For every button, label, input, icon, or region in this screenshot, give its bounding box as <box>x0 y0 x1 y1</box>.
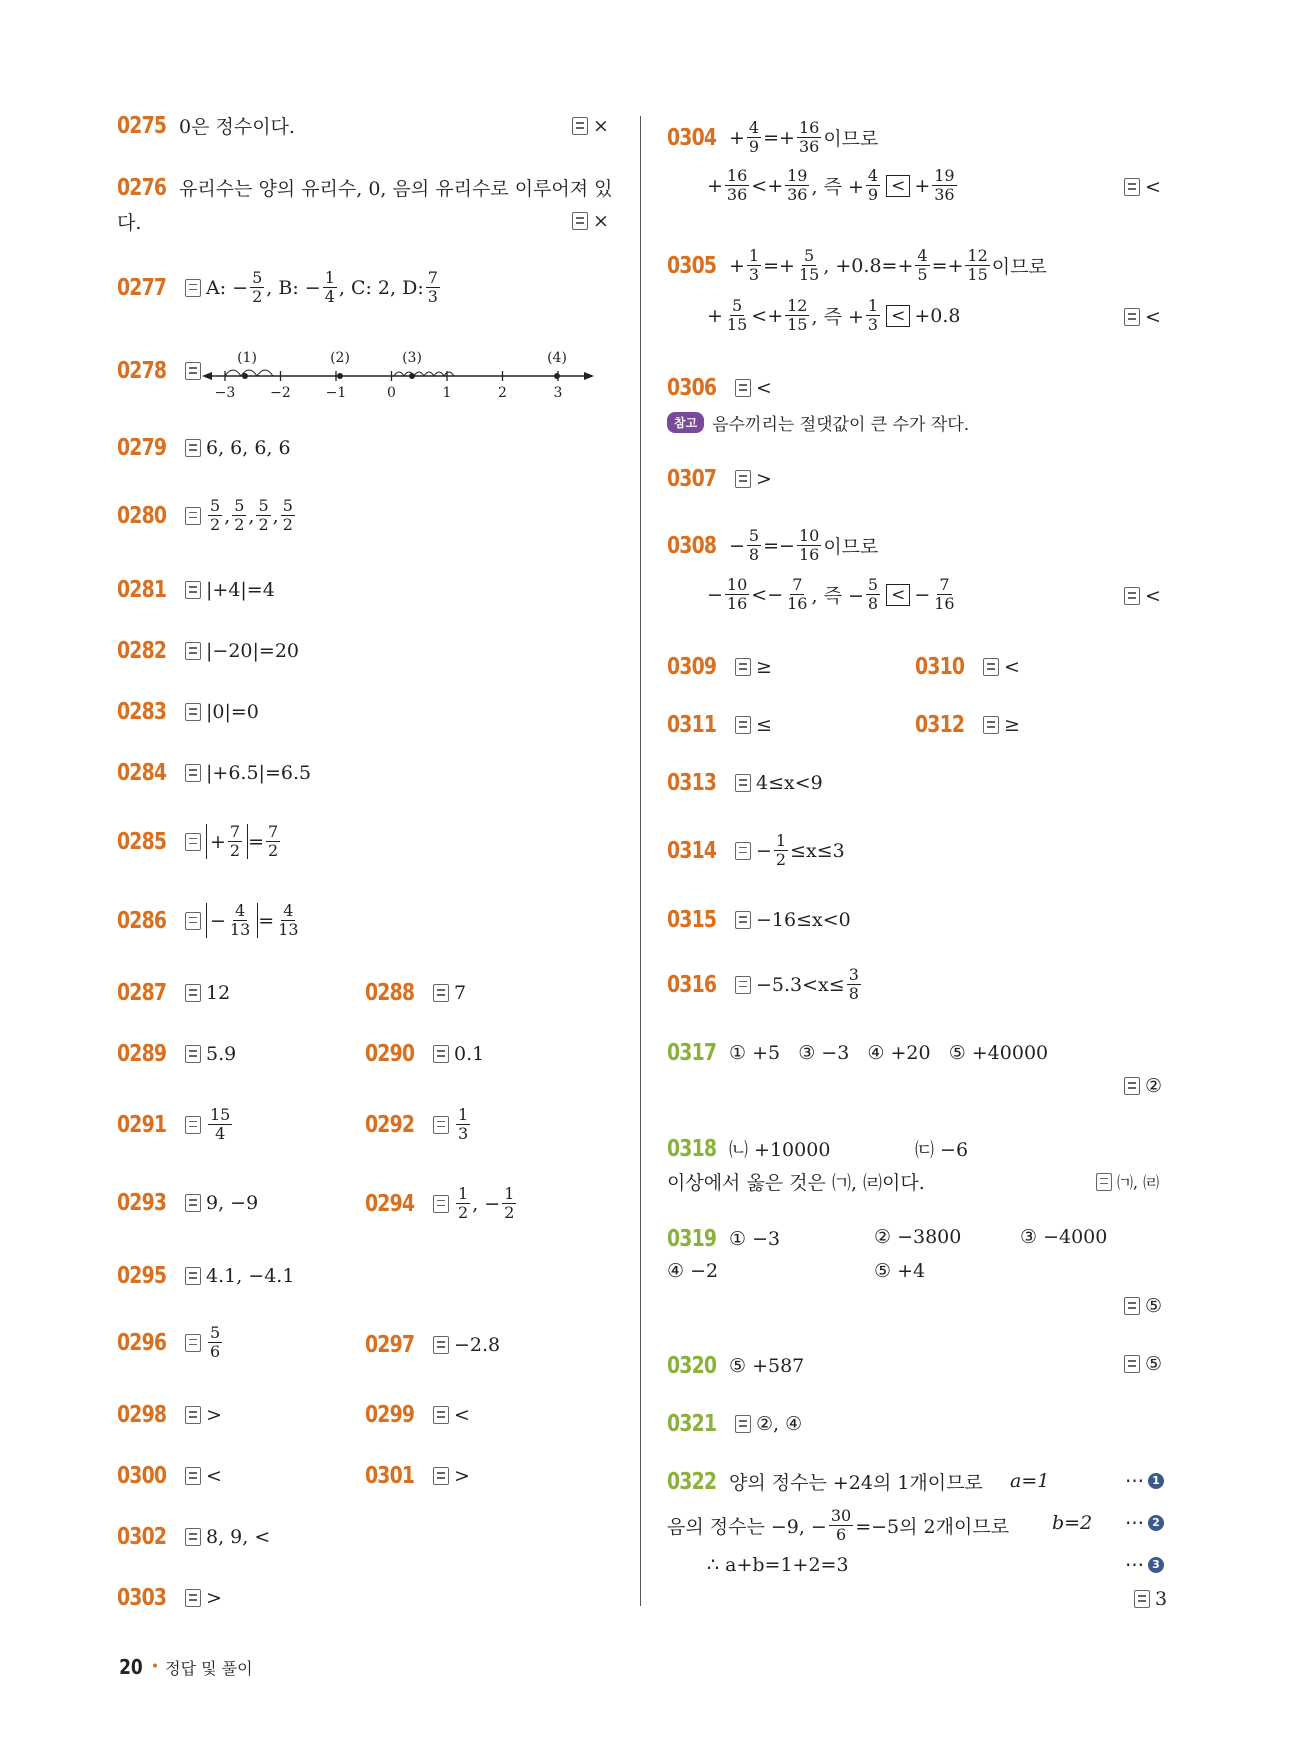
problem-number: 0284 <box>117 760 167 786</box>
problem-0280: 0280 $\frac{5}{2}$ , $\frac{5}{2}$ , $\frac{5}{2}$ , $\frac{5}{2}$ <box>117 496 293 534</box>
answer-text: 7 <box>454 982 467 1004</box>
problem-number: 0282 <box>117 638 167 664</box>
problem-number: 0316 <box>667 971 717 998</box>
problem-0300 <box>117 1463 222 1489</box>
problem-0316: 0316 −5.3<x≤ $\frac{3}{8}$ <box>667 965 859 1003</box>
problem-text: 유리수는 양의 유리수, 0, 음의 유리수로 이루어져 있 <box>179 178 613 200</box>
note-text: 음수끼리는 절댓값이 큰 수가 작다. <box>712 415 970 435</box>
problem-number: 0315 <box>667 907 717 933</box>
problem-number: 0292 <box>365 1111 415 1138</box>
problem-0286 <box>117 903 303 938</box>
problem-0304: 0304 + $\frac{4}{9}$ =+ $\frac{16}{36}$ 이므로 <box>667 118 879 156</box>
problem-number: 0314 <box>667 837 717 864</box>
problem-number: 0322 <box>667 1468 717 1495</box>
answer-text: 8, 9, < <box>206 1526 271 1548</box>
problem-0303 <box>117 1585 222 1611</box>
fraction: $\frac{5}{2}$ <box>258 496 269 534</box>
number-line-label: −2 <box>270 385 291 401</box>
answer-0305: < <box>1118 306 1161 328</box>
problem-number: 0279 <box>117 435 167 461</box>
answer-text: 4.1, −4.1 <box>206 1265 295 1287</box>
problem-number: 0294 <box>365 1190 415 1217</box>
absolute-value: + $\frac{7}{2}$ <box>206 824 248 859</box>
answer-icon <box>185 642 201 660</box>
page-footer <box>117 1655 253 1679</box>
problem-0284 <box>117 760 311 786</box>
fraction: $\frac{5}{6}$ <box>210 1323 221 1361</box>
problem-number: 0278 <box>117 358 167 384</box>
answer-icon <box>185 581 201 599</box>
answer-icon <box>735 1415 751 1433</box>
problem-0299 <box>365 1402 470 1428</box>
problem-text: 0은 정수이다. <box>179 116 295 138</box>
answer-icon <box>433 984 449 1002</box>
answer-text: × <box>593 115 609 137</box>
problem-0309: 0309 ≥ <box>667 654 772 680</box>
number-line-point-label: (2) <box>330 350 350 366</box>
problem-0319-d: ④ −2 <box>667 1260 719 1282</box>
problem-0313: 0313 4≤x<9 <box>667 770 823 796</box>
answer-icon <box>983 716 999 734</box>
equals: = <box>258 909 275 932</box>
step-2: ⋯ 2 <box>1125 1512 1164 1534</box>
problem-0311: 0311 ≤ <box>667 712 772 738</box>
problem-number: 0287 <box>117 980 167 1006</box>
answer-text: > <box>454 1465 470 1487</box>
fraction: $\frac{4}{13}$ <box>278 901 299 939</box>
answer-icon <box>983 658 999 676</box>
problem-0293 <box>117 1190 258 1216</box>
problem-0314: 0314 − $\frac{1}{2}$ ≤x≤3 <box>667 831 845 869</box>
answer-text: < <box>206 1465 222 1487</box>
problem-0320: 0320 ⑤ +587 <box>667 1353 805 1379</box>
answer-icon <box>185 1467 201 1485</box>
problem-0308-line2: − $\frac{10}{16}$ <− $\frac{7}{16}$ , 즉 − $\frac{5}{8}$ < − $\frac{7}{16}$ <box>707 575 955 613</box>
problem-number: 0305 <box>667 252 717 279</box>
answer-icon <box>1134 1590 1150 1608</box>
problem-number: 0285 <box>117 828 167 855</box>
step-3-icon: 3 <box>1148 1557 1164 1573</box>
problem-0306: 0306 < <box>667 375 772 401</box>
answer-text: , C: 2, D: <box>338 276 424 299</box>
problem-0281 <box>117 577 275 603</box>
answer-0317: ② <box>1118 1075 1162 1097</box>
problem-0318-b: ㈂ −6 <box>915 1139 969 1161</box>
problem-number: 0312 <box>915 712 965 738</box>
note-0306 <box>667 410 969 435</box>
problem-0318: 0318 ㈁ +10000 <box>667 1135 831 1162</box>
answer-icon <box>735 976 751 994</box>
answer-0320: ⑤ <box>1118 1353 1162 1375</box>
value-b: b=2 <box>1052 1512 1093 1534</box>
problem-0276 <box>117 174 613 201</box>
problem-number: 0290 <box>365 1041 415 1067</box>
answer-0308: < <box>1118 585 1161 607</box>
fraction: $\frac{1}{3}$ <box>458 1105 469 1143</box>
number-line-label: 3 <box>553 385 563 401</box>
problem-0322: 0322 양의 정수는 +24의 1개이므로 <box>667 1468 983 1495</box>
problem-0307: 0307 > <box>667 466 772 492</box>
problem-0290 <box>365 1041 484 1067</box>
answer-text: 12 <box>206 982 231 1004</box>
problem-0322-line2: 음의 정수는 −9, − $\frac{30}{6}$ =−5의 2개이므로 <box>667 1506 1010 1544</box>
number-line-point-label: (4) <box>547 350 567 366</box>
answer-icon <box>735 658 751 676</box>
answer-0304: < <box>1118 176 1161 198</box>
number-line-label: −1 <box>325 385 347 401</box>
problem-number: 0302 <box>117 1524 167 1550</box>
answer-icon <box>735 774 751 792</box>
answer-text: A: − <box>206 276 249 299</box>
answer-icon <box>735 470 751 488</box>
answer-icon <box>185 362 201 380</box>
answer-0319: ⑤ <box>1118 1295 1162 1317</box>
problem-0277 <box>117 270 442 305</box>
problem-0317: 0317 ① +5 ③ −3 ④ +20 ⑤ +40000 <box>667 1040 1049 1066</box>
problem-number: 0281 <box>117 577 167 603</box>
answer-icon <box>185 1589 201 1607</box>
problem-0305: 0305 + $\frac{1}{3}$ =+ $\frac{5}{15}$ , +0.8=+ $\frac{4}{5}$ =+ $\frac{12}{15}$ 이므로 <box>667 246 1047 284</box>
problem-number: 0309 <box>667 654 717 680</box>
answer-icon <box>185 1528 201 1546</box>
answer-icon <box>185 703 201 721</box>
answer-icon <box>185 833 201 851</box>
answer-icon <box>185 1194 201 1212</box>
step-3: ⋯ 3 <box>1125 1554 1164 1576</box>
problem-0312: 0312 ≥ <box>915 712 1020 738</box>
problem-number: 0295 <box>117 1263 167 1289</box>
problem-0285 <box>117 824 282 859</box>
problem-0319-e: ⑤ +4 <box>874 1260 926 1282</box>
answer-text: < <box>454 1404 470 1426</box>
answer-icon <box>735 716 751 734</box>
answer-icon <box>1096 1173 1112 1191</box>
answer-0276 <box>566 210 609 232</box>
problem-0321: 0321 ②, ④ <box>667 1411 803 1437</box>
problem-0298 <box>117 1402 222 1428</box>
answer-text: 5.9 <box>206 1043 237 1065</box>
problem-number: 0300 <box>117 1463 167 1489</box>
answer-icon <box>1124 1077 1140 1095</box>
problem-0291 <box>117 1107 234 1142</box>
problem-number: 0280 <box>117 502 167 529</box>
problem-number: 0313 <box>667 770 717 796</box>
answer-text: × <box>593 210 609 232</box>
answer-icon <box>735 842 751 860</box>
answer-icon <box>572 212 588 230</box>
number-line <box>200 346 595 402</box>
page-number: 20 <box>119 1655 143 1679</box>
fraction: $\frac{5}{2}$ <box>252 268 263 306</box>
answer-icon <box>185 1267 201 1285</box>
answer-icon <box>433 1467 449 1485</box>
step-1-icon: 1 <box>1148 1473 1164 1489</box>
step-2-icon: 2 <box>1148 1515 1164 1531</box>
number-line-label: 0 <box>387 385 396 401</box>
problem-0278 <box>117 358 206 384</box>
problem-0319-c: ③ −4000 <box>1020 1226 1108 1248</box>
answer-icon <box>185 279 201 297</box>
problem-0292 <box>365 1107 472 1142</box>
problem-0296 <box>117 1325 224 1360</box>
answer-icon <box>1124 1297 1140 1315</box>
problem-0276-cont <box>117 208 141 235</box>
fraction: $\frac{5}{2}$ <box>282 496 293 534</box>
problem-number: 0277 <box>117 274 167 301</box>
answer-icon <box>185 1406 201 1424</box>
problem-text: 다. <box>117 212 142 234</box>
answer-icon <box>185 507 201 525</box>
answer-text: |+6.5|=6.5 <box>206 762 312 784</box>
number-line-label: 1 <box>442 385 452 401</box>
answer-0275 <box>566 115 609 137</box>
problem-0279 <box>117 435 291 461</box>
problem-0319-b: ② −3800 <box>874 1226 962 1248</box>
column-divider <box>640 116 641 1606</box>
compare-box: < <box>886 175 910 197</box>
fraction: $\frac{1}{2}$ <box>504 1184 515 1222</box>
problem-number: 0306 <box>667 375 717 401</box>
problem-number: 0289 <box>117 1041 167 1067</box>
fraction: $\frac{15}{4}$ <box>210 1105 231 1143</box>
problem-0301 <box>365 1463 470 1489</box>
equals: = <box>248 830 265 853</box>
problem-number: 0297 <box>365 1332 415 1358</box>
problem-number: 0310 <box>915 654 965 680</box>
problem-number: 0304 <box>667 124 717 151</box>
problem-0302 <box>117 1524 270 1550</box>
problem-0315: 0315 −16≤x<0 <box>667 907 851 933</box>
compare-box: < <box>886 305 910 327</box>
problem-number: 0275 <box>117 112 167 139</box>
problem-number: 0293 <box>117 1190 167 1216</box>
answer-0322: 3 <box>1128 1588 1167 1610</box>
problem-number: 0303 <box>117 1585 167 1611</box>
answer-text: 9, −9 <box>206 1192 259 1214</box>
answer-icon <box>1124 1355 1140 1373</box>
answer-icon <box>433 1195 449 1213</box>
problem-number: 0286 <box>117 907 167 934</box>
problem-number: 0298 <box>117 1402 167 1428</box>
answer-text: 6, 6, 6, 6 <box>206 437 291 459</box>
problem-0289 <box>117 1041 236 1067</box>
answer-icon <box>185 1116 201 1134</box>
note-badge: 참고 <box>667 412 704 433</box>
problem-0283 <box>117 699 259 725</box>
problem-0322-line3: ∴ a+b=1+2=3 <box>707 1554 849 1576</box>
problem-number: 0296 <box>117 1329 167 1356</box>
fraction: $\frac{7}{2}$ <box>268 822 279 860</box>
answer-text: |+4|=4 <box>206 579 275 601</box>
number-line-label: 2 <box>498 385 507 401</box>
answer-icon <box>1124 587 1140 605</box>
number-line-point-label: (1) <box>237 350 257 366</box>
answer-icon <box>1124 178 1140 196</box>
answer-icon <box>572 117 588 135</box>
answer-text: > <box>206 1587 222 1609</box>
answer-icon <box>433 1406 449 1424</box>
number-line-point-label: (3) <box>402 350 422 366</box>
step-1: ⋯ 1 <box>1125 1470 1164 1492</box>
fraction: $\frac{7}{3}$ <box>427 268 438 306</box>
answer-text: , B: − <box>266 276 321 299</box>
problem-number: 0299 <box>365 1402 415 1428</box>
problem-0282 <box>117 638 299 664</box>
problem-number: 0317 <box>667 1040 717 1066</box>
problem-0310: 0310 < <box>915 654 1020 680</box>
answer-0318: ㈀, ㈃ <box>1090 1170 1159 1193</box>
answer-icon <box>185 912 201 930</box>
problem-number: 0308 <box>667 532 717 559</box>
problem-number: 0311 <box>667 712 717 738</box>
problem-0294: 0294 $\frac{1}{2}$ , − $\frac{1}{2}$ <box>365 1184 515 1222</box>
problem-number: 0318 <box>667 1135 717 1162</box>
answer-text: −2.8 <box>454 1334 501 1356</box>
answer-icon <box>433 1336 449 1354</box>
problem-0297 <box>365 1332 500 1358</box>
answer-icon <box>185 1334 201 1352</box>
answer-icon <box>433 1116 449 1134</box>
absolute-value: − $\frac{4}{13}$ <box>206 903 258 938</box>
answer-icon <box>185 984 201 1002</box>
problem-0304-line2: + $\frac{16}{36}$ <+ $\frac{19}{36}$ , 즉 + $\frac{4}{9}$ < + $\frac{19}{36}$ <box>707 166 955 204</box>
problem-0319: 0319 ① −3 <box>667 1226 781 1252</box>
footer-bullet-icon: • <box>150 1659 160 1675</box>
compare-box: < <box>886 584 910 606</box>
problem-number: 0320 <box>667 1353 717 1379</box>
answer-text: > <box>206 1404 222 1426</box>
problem-0308: 0308 − $\frac{5}{8}$ =− $\frac{10}{16}$ 이므로 <box>667 526 879 564</box>
fraction: $\frac{5}{2}$ <box>210 496 221 534</box>
answer-icon <box>735 379 751 397</box>
answer-text: 0.1 <box>454 1043 485 1065</box>
number-line-label: −3 <box>214 385 236 401</box>
answer-icon <box>185 439 201 457</box>
answer-text: |0|=0 <box>206 701 259 723</box>
problem-number: 0307 <box>667 466 717 492</box>
problem-number: 0276 <box>117 174 167 201</box>
problem-number: 0291 <box>117 1111 167 1138</box>
problem-0287 <box>117 980 230 1006</box>
answer-icon <box>1124 308 1140 326</box>
problem-0275 <box>117 112 295 139</box>
answer-text: |−20|=20 <box>206 640 299 662</box>
problem-number: 0319 <box>667 1226 717 1252</box>
problem-number: 0321 <box>667 1411 717 1437</box>
answer-icon <box>433 1045 449 1063</box>
problem-0305-line2: + $\frac{5}{15}$ <+ $\frac{12}{15}$ , 즉 + $\frac{1}{3}$ < +0.8 <box>707 296 961 334</box>
fraction: $\frac{5}{2}$ <box>234 496 245 534</box>
answer-icon <box>185 764 201 782</box>
problem-number: 0283 <box>117 699 167 725</box>
footer-label: 정답 및 풀이 <box>165 1658 253 1678</box>
fraction: $\frac{1}{2}$ <box>458 1184 469 1222</box>
answer-icon <box>735 911 751 929</box>
value-a: a=1 <box>1010 1470 1050 1492</box>
problem-0288 <box>365 980 466 1006</box>
answer-icon <box>185 1045 201 1063</box>
problem-0295 <box>117 1263 294 1289</box>
problem-number: 0288 <box>365 980 415 1006</box>
problem-0318-line2: 이상에서 옳은 것은 ㈀, ㈃이다. <box>667 1172 925 1194</box>
problem-number: 0301 <box>365 1463 415 1489</box>
fraction: $\frac{1}{4}$ <box>324 268 335 306</box>
